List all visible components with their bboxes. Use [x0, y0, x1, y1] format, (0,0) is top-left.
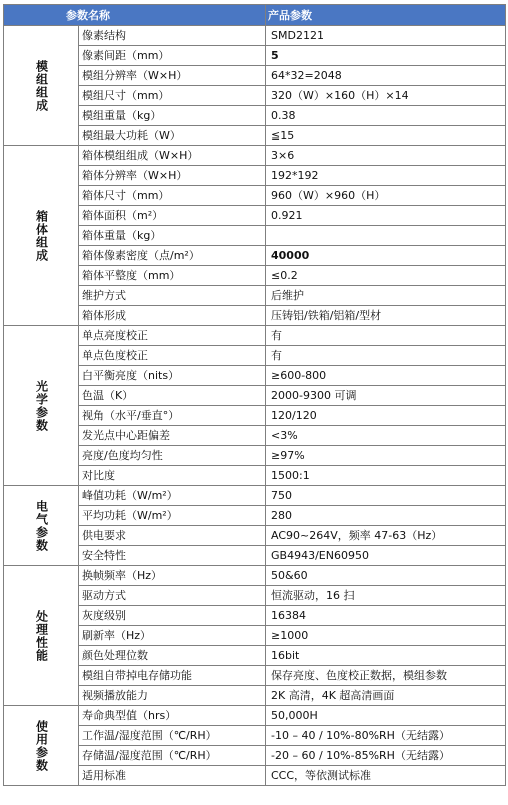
table-row — [4, 646, 506, 666]
param-name-cell: 平均功耗（W/m²） — [79, 506, 266, 526]
param-name-cell: 安全特性 — [79, 546, 266, 566]
table-row — [4, 466, 506, 486]
table-row — [4, 126, 506, 146]
spec-body — [4, 26, 506, 786]
param-name-cell: 视角（水平/垂直°） — [79, 406, 266, 426]
spec-table — [3, 4, 506, 786]
param-value-cell: 192*192 — [266, 166, 506, 186]
category-cell: 使用参数 — [4, 706, 79, 786]
param-name-cell: 箱体像素密度（点/m²） — [79, 246, 266, 266]
param-name-cell: 亮度/色度均匀性 — [79, 446, 266, 466]
param-name-cell: 箱体面积（m²） — [79, 206, 266, 226]
param-value-cell: GB4943/EN60950 — [266, 546, 506, 566]
param-name-cell: 像素间距（mm） — [79, 46, 266, 66]
table-row — [4, 246, 506, 266]
category-cell: 箱体组成 — [4, 146, 79, 326]
param-name-cell: 单点色度校正 — [79, 346, 266, 366]
param-name-cell: 单点亮度校正 — [79, 326, 266, 346]
param-value-cell: 3×6 — [266, 146, 506, 166]
table-row — [4, 86, 506, 106]
category-cell: 处理性能 — [4, 566, 79, 706]
table-row — [4, 46, 506, 66]
table-row — [4, 26, 506, 46]
param-value-cell: 16bit — [266, 646, 506, 666]
table-row — [4, 726, 506, 746]
param-value-cell: ≥1000 — [266, 626, 506, 646]
param-name-cell: 色温（K） — [79, 386, 266, 406]
category-cell: 模组组成 — [4, 26, 79, 146]
table-row — [4, 66, 506, 86]
param-value-cell: ≥600-800 — [266, 366, 506, 386]
table-row — [4, 686, 506, 706]
table-row — [4, 226, 506, 246]
param-name-cell: 驱动方式 — [79, 586, 266, 606]
param-value-cell: 5 — [266, 46, 506, 66]
table-row — [4, 586, 506, 606]
param-value-cell: 320（W）×160（H）×14 — [266, 86, 506, 106]
param-value-cell: ≤0.2 — [266, 266, 506, 286]
param-name-cell: 维护方式 — [79, 286, 266, 306]
header-row — [4, 5, 506, 26]
param-value-cell: -20 – 60 / 10%-85%RH（无结露） — [266, 746, 506, 766]
param-name-cell: 寿命典型值（hrs） — [79, 706, 266, 726]
param-name-cell: 白平衡亮度（nits） — [79, 366, 266, 386]
param-value-cell: CCC，等依测试标准 — [266, 766, 506, 786]
table-row — [4, 386, 506, 406]
category-cell: 光学参数 — [4, 326, 79, 486]
param-value-cell: 50&60 — [266, 566, 506, 586]
param-name-cell: 峰值功耗（W/m²） — [79, 486, 266, 506]
table-row — [4, 326, 506, 346]
param-value-cell: 50,000H — [266, 706, 506, 726]
param-name-cell: 对比度 — [79, 466, 266, 486]
param-value-cell: 16384 — [266, 606, 506, 626]
param-name-cell: 发光点中心距偏差 — [79, 426, 266, 446]
table-row — [4, 426, 506, 446]
param-name-cell: 工作温/湿度范围（℃/RH） — [79, 726, 266, 746]
param-value-cell: 40000 — [266, 246, 506, 266]
param-name-cell: 模组最大功耗（W） — [79, 126, 266, 146]
param-name-cell: 视频播放能力 — [79, 686, 266, 706]
param-name-cell: 箱体形成 — [79, 306, 266, 326]
param-value-cell: 后维护 — [266, 286, 506, 306]
param-value-cell: <3% — [266, 426, 506, 446]
param-value-cell: 保存亮度、色度校正数据，模组参数 — [266, 666, 506, 686]
param-name-cell: 存储温/湿度范围（℃/RH） — [79, 746, 266, 766]
param-name-cell: 适用标准 — [79, 766, 266, 786]
header-product-value: 产品参数 — [266, 5, 506, 26]
param-value-cell: 960（W）×960（H） — [266, 186, 506, 206]
table-row — [4, 146, 506, 166]
param-name-cell: 箱体平整度（mm） — [79, 266, 266, 286]
param-name-cell: 供电要求 — [79, 526, 266, 546]
param-value-cell: 120/120 — [266, 406, 506, 426]
table-row — [4, 286, 506, 306]
table-row — [4, 746, 506, 766]
param-name-cell: 箱体模组组成（W×H） — [79, 146, 266, 166]
table-row — [4, 706, 506, 726]
param-name-cell: 模组分辨率（W×H） — [79, 66, 266, 86]
table-row — [4, 626, 506, 646]
table-row — [4, 526, 506, 546]
table-row — [4, 346, 506, 366]
table-row — [4, 546, 506, 566]
param-value-cell: AC90~264V，频率 47-63（Hz） — [266, 526, 506, 546]
table-row — [4, 306, 506, 326]
param-value-cell: ≦15 — [266, 126, 506, 146]
table-row — [4, 106, 506, 126]
table-row — [4, 206, 506, 226]
param-value-cell: ≥97% — [266, 446, 506, 466]
param-name-cell: 灰度级别 — [79, 606, 266, 626]
param-name-cell: 箱体分辨率（W×H） — [79, 166, 266, 186]
param-name-cell: 模组重量（kg） — [79, 106, 266, 126]
param-value-cell: SMD2121 — [266, 26, 506, 46]
param-name-cell: 颜色处理位数 — [79, 646, 266, 666]
table-row — [4, 166, 506, 186]
param-value-cell: 有 — [266, 346, 506, 366]
table-row — [4, 186, 506, 206]
header-param-name: 参数名称 — [4, 5, 266, 26]
table-row — [4, 766, 506, 786]
param-name-cell: 像素结构 — [79, 26, 266, 46]
param-value-cell: 64*32=2048 — [266, 66, 506, 86]
table-row — [4, 446, 506, 466]
param-value-cell: 2000-9300 可调 — [266, 386, 506, 406]
param-value-cell: 0.38 — [266, 106, 506, 126]
param-value-cell: 恒流驱动，16 扫 — [266, 586, 506, 606]
param-name-cell: 箱体重量（kg） — [79, 226, 266, 246]
table-row — [4, 266, 506, 286]
param-value-cell: 有 — [266, 326, 506, 346]
param-name-cell: 刷新率（Hz） — [79, 626, 266, 646]
table-row — [4, 566, 506, 586]
param-name-cell: 模组自带掉电存储功能 — [79, 666, 266, 686]
param-value-cell: 280 — [266, 506, 506, 526]
param-name-cell: 箱体尺寸（mm） — [79, 186, 266, 206]
table-row — [4, 486, 506, 506]
table-row — [4, 666, 506, 686]
param-value-cell: 750 — [266, 486, 506, 506]
category-cell: 电气参数 — [4, 486, 79, 566]
param-value-cell: 2K 高清，4K 超高清画面 — [266, 686, 506, 706]
param-value-cell: -10 – 40 / 10%-80%RH（无结露） — [266, 726, 506, 746]
param-value-cell: 压铸铝/铁箱/铝箱/型材 — [266, 306, 506, 326]
param-value-cell: 0.921 — [266, 206, 506, 226]
param-name-cell: 换帧频率（Hz） — [79, 566, 266, 586]
table-row — [4, 606, 506, 626]
table-row — [4, 366, 506, 386]
param-name-cell: 模组尺寸（mm） — [79, 86, 266, 106]
param-value-cell: 1500:1 — [266, 466, 506, 486]
param-value-cell — [266, 226, 506, 246]
table-row — [4, 506, 506, 526]
table-row — [4, 406, 506, 426]
